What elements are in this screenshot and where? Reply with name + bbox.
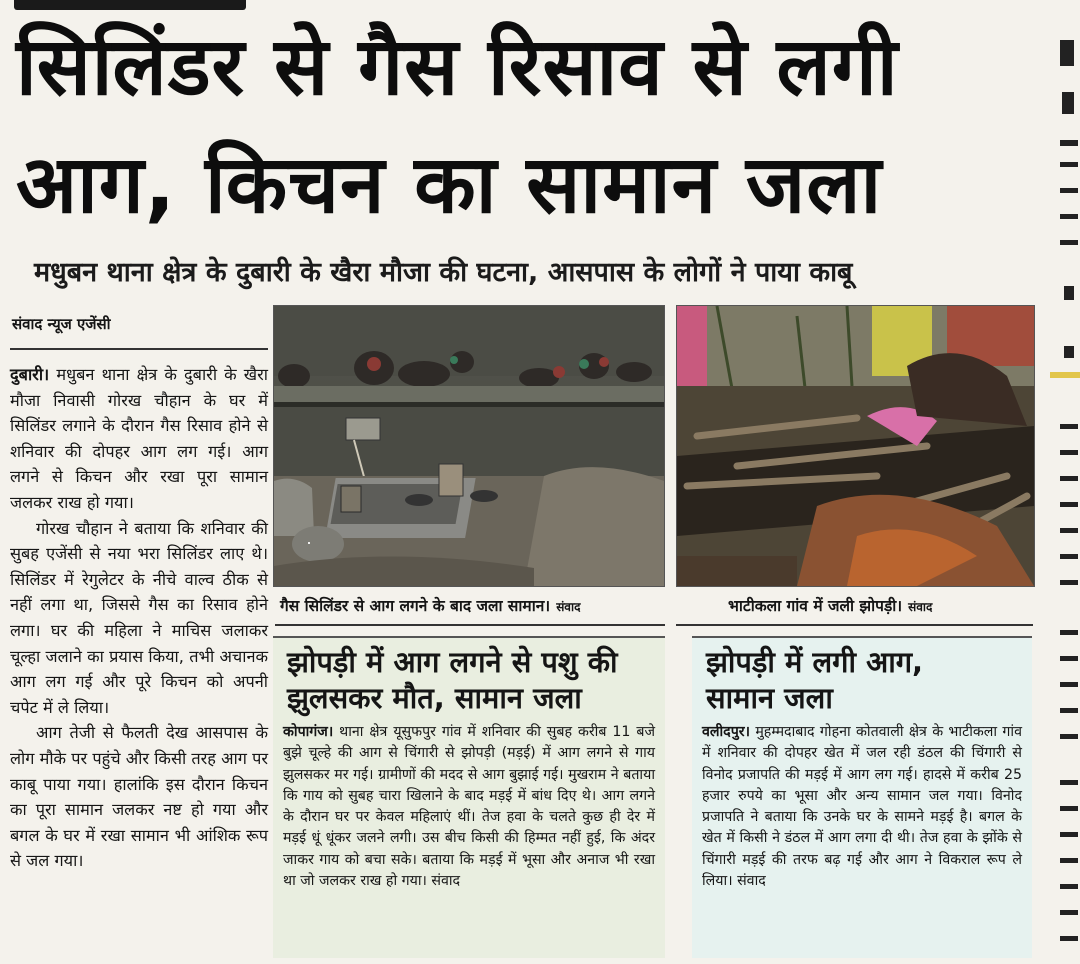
caption-text: भाटीकला गांव में जली झोपड़ी। (728, 597, 903, 615)
main-story (10, 362, 268, 874)
cattle-story-body (283, 722, 655, 892)
caption-rule (676, 624, 1033, 626)
hut-story-body (702, 722, 1022, 892)
byline-rule (10, 348, 268, 350)
story-text: मुहम्मदाबाद गोहना कोतवाली क्षेत्र के भाटीकला गांव में शनिवार की दोपहर खेत में जल रही डंठल की चिंगारी से विनोद प्रजापति की मड़ई में आग लग गई। हादसे में करीब 25 हजार रुपये का भूसा और अन्य सामान जल गया। विनोद प्रजापति ने बताया कि उनके घर के सामने मड़ई है। बगल के खेत में किसी ने डंठल में आग लगा दी थी। तेज हवा के झोंके से चिंगारी मड़ई की तरफ बढ़ गई और आग ने विकराल रूप ले लिया। संवाद (702, 724, 1022, 890)
dateline: दुबारी। (10, 365, 50, 384)
heading-line: सामान जला (706, 681, 833, 715)
cattle-story-heading (287, 644, 653, 716)
cattle-death-story (273, 636, 665, 958)
kitchen-fire-photo (273, 305, 665, 587)
heading-line: झोपड़ी में लगी आग, (706, 645, 924, 679)
dateline: कोपागंज। (283, 724, 334, 740)
byline: संवाद न्यूज एजेंसी (12, 315, 111, 333)
headline-line-1: सिलिंडर से गैस रिसाव से लगी (16, 20, 899, 113)
hut-photo-caption (728, 594, 932, 616)
story-paragraph: गोरख चौहान ने बताया कि शनिवार की सुबह एजेंसी से नया भरा सिलिंडर लाए थे। सिलिंडर में रेगुलेटर के नीचे वाल्व ठीक से नहीं लगा था, जिससे गैस का रिसाव होने लगा। घर की महिला ने माचिस जलाकर चूल्हा जलाने का प्रयास किया, तभी अचानक आग लग गई और पूरे किचन को अपनी चपेट में ले लिया। (10, 518, 268, 717)
story-paragraph (10, 362, 268, 516)
heading-line: झुलसकर मौत, सामान जला (287, 681, 582, 715)
adjacent-column-edge (1050, 0, 1080, 964)
dateline: वलीदपुर। (702, 724, 750, 740)
burnt-hut-photo (676, 305, 1035, 587)
kitchen-photo-caption (280, 594, 580, 616)
headline-line-2: आग, किचन का सामान जला (16, 138, 883, 231)
story-text: मधुबन थाना क्षेत्र के दुबारी के खैरा मौजा निवासी गोरख चौहान के घर में सिलिंडर लगाने के दौरान गैस रिसाव होने से शनिवार की दोपहर आग लग गई। आग लगने से किचन और रखा पूरा सामान जलकर राख हो गया। (10, 365, 268, 512)
caption-text: गैस सिलिंडर से आग लगने के बाद जला सामान। (280, 597, 551, 615)
heading-line: झोपड़ी में आग लगने से पशु की (287, 645, 618, 679)
caption-rule (275, 624, 665, 626)
story-text: थाना क्षेत्र यूसुफपुर गांव में शनिवार की सुबह करीब 11 बजे बुझे चूल्हे की आग से चिंगारी से झोपड़ी (मड़ई) में आग लगने से गाय झुलसकर मर गई। ग्रामीणों की मदद से आग बुझाई गई। मुखराम ने बताया कि गाय को सुबह चारा खिलाने के बाद मड़ई में बांध दिए थे। आग लगने के दौरान घर पर केवल महिलाएं थीं। तेज हवा के चलते कुछ ही देर में मड़ई धूं धूंकर जलने लगी। उस बीच किसी की हिम्मत नहीं हुई, कि अंदर जाकर गाय को बचा सके। बताया कि मड़ई में भूसा और अनाज भी रखा था जो जलकर राख हो गया। संवाद (283, 724, 656, 890)
photo-credit: संवाद (556, 600, 581, 614)
story-paragraph: आग तेजी से फैलती देख आसपास के लोग मौके पर पहुंचे और किसी तरह आग पर काबू पाया गया। हालांकि इस दौरान किचन का पूरा सामान जलकर नष्ट हो गया और बगल के घर में रखा सामान भी आंशिक रूप से जल गया। (10, 723, 268, 871)
hut-story-heading (706, 644, 1020, 716)
hut-fire-story (692, 636, 1032, 958)
subheadline: मधुबन थाना क्षेत्र के दुबारी के खैरा मौजा की घटना, आसपास के लोगों ने पाया काबू (34, 257, 853, 288)
photo-credit: संवाद (908, 600, 933, 614)
headline (16, 8, 1046, 244)
